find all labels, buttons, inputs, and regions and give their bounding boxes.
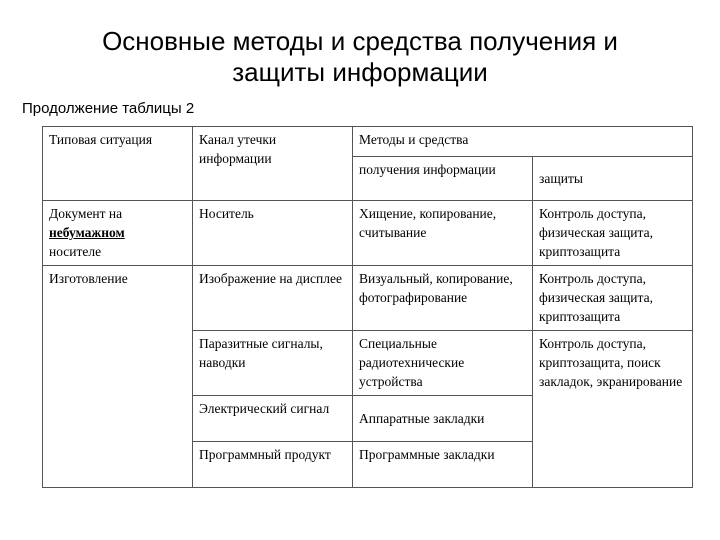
cell-channel: Паразитные сигналы, наводки	[193, 331, 353, 396]
cell-obtain: Специальные радиотехнические устройства	[353, 331, 533, 396]
cell-channel: Носитель	[193, 201, 353, 266]
header-row	[43, 127, 693, 157]
cell-protect: Контроль доступа, криптозащита, поиск закладок, экранирование	[533, 331, 693, 488]
header-obtain: получения информации	[353, 157, 533, 201]
cell-channel: Программный продукт	[193, 442, 353, 488]
cell-channel: Электрический сигнал	[193, 396, 353, 442]
situation-line-3: носителе	[49, 244, 102, 259]
cell-protect: Контроль доступа, физическая защита, криптозащита	[533, 266, 693, 331]
header-situation: Типовая ситуация	[43, 127, 193, 201]
cell-situation: Изготовление	[43, 266, 193, 488]
header-methods: Методы и средства	[353, 127, 693, 157]
header-protect: защиты	[533, 157, 693, 201]
cell-obtain: Аппаратные закладки	[353, 396, 533, 442]
title-line-1: Основные методы и средства получения и	[102, 26, 618, 56]
table-caption: Продолжение таблицы 2	[22, 100, 195, 117]
cell-obtain: Визуальный, копирование, фотографирование	[353, 266, 533, 331]
header-channel: Канал утечки информации	[193, 127, 353, 201]
table-row	[43, 201, 693, 266]
situation-underlined-word: небумажном	[49, 225, 125, 240]
cell-situation	[43, 201, 193, 266]
slide-title	[0, 26, 720, 88]
title-line-2: защиты информации	[232, 57, 488, 87]
table-row	[43, 266, 693, 331]
cell-obtain: Хищение, копирование, считывание	[353, 201, 533, 266]
methods-table	[42, 126, 693, 488]
cell-channel: Изображение на дисплее	[193, 266, 353, 331]
situation-line-1: Документ на	[49, 206, 123, 221]
cell-protect: Контроль доступа, физическая защита, криптозащита	[533, 201, 693, 266]
cell-obtain: Программные закладки	[353, 442, 533, 488]
